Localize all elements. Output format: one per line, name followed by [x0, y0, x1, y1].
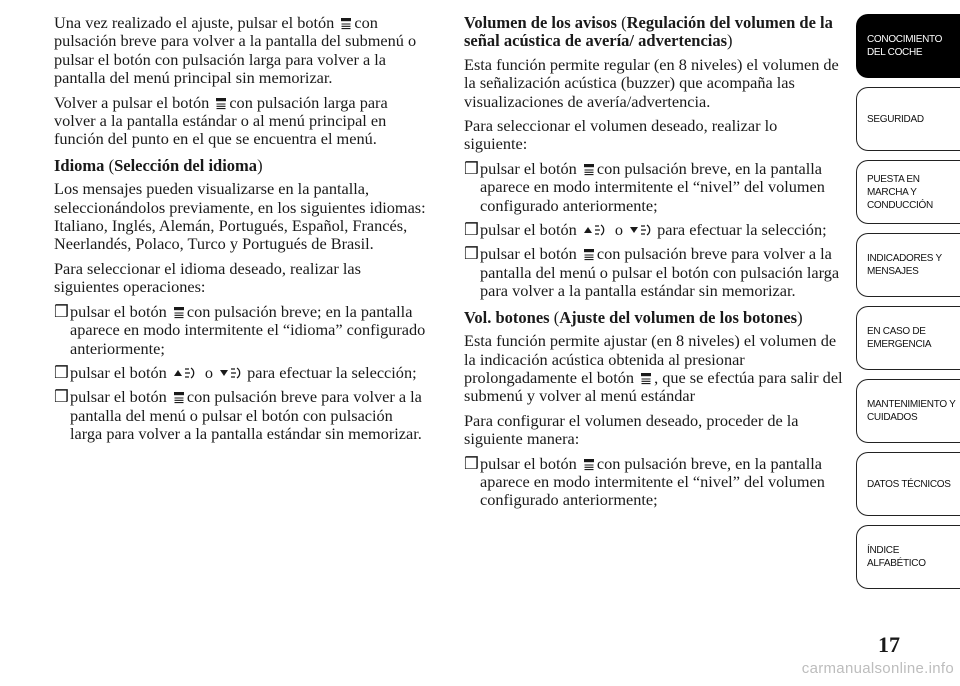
list-item: ❒ pulsar el botón con pulsación breve para volver a la pantalla del menú o pulsar el botón con pulsación larga para volver a la pantalla estándar sin memorizar. [464, 244, 840, 301]
list-item: ❒ pulsar el botón con pulsación breve, en la pantalla aparece en modo intermitente el “nivel” del volumen configurado anteriormente; [464, 158, 825, 215]
section-tabs [856, 14, 960, 598]
up-arrow-button-icon [583, 223, 609, 237]
page-number: 17 [878, 632, 900, 657]
list-item: ❒ pulsar el botón con pulsación breve; en la pantalla aparece en modo intermitente el “idioma” configurado anteriormente; [54, 301, 426, 358]
tab-seguridad[interactable]: SEGURIDAD [856, 87, 960, 151]
up-arrow-button-icon [173, 366, 199, 380]
tab-conocimiento-del-coche[interactable]: CONOCIMIENTO DEL COCHE [856, 14, 960, 78]
tab-indicadores-y-mensajes[interactable]: INDICADORES Y MENSAJES [856, 233, 960, 297]
list-item: ❒ pulsar el botón o para efectuar la selección; [54, 362, 417, 382]
heading-idioma: Idioma (Selección del idioma) [54, 155, 263, 175]
bullet-mark: ❒ [464, 244, 479, 264]
paragraph-after-adjustment: Una vez realizado el ajuste, pulsar el botón con pulsación breve para volver a la pantalla del submenú o pulsar el botón con pulsación larga para volver a la pantalla del menú principal sin memorizar. [54, 13, 417, 88]
down-arrow-button-icon [629, 223, 655, 237]
language-steps-list [54, 303, 426, 444]
button-volume-steps-list [464, 455, 844, 510]
right-column [464, 14, 844, 516]
tab-datos-tecnicos[interactable]: DATOS TÉCNICOS [856, 452, 960, 516]
bullet-mark: ❒ [464, 220, 479, 240]
down-arrow-button-icon [219, 366, 245, 380]
left-column [54, 14, 426, 450]
set-button-icon [340, 17, 352, 30]
paragraph-select-language: Para seleccionar el idioma deseado, realizar las siguientes operaciones: [54, 258, 361, 297]
set-button-icon [583, 248, 595, 261]
list-item: ❒ pulsar el botón con pulsación breve, en la pantalla aparece en modo intermitente el “nivel” del volumen configurado anteriormente; [464, 453, 825, 510]
list-item: ❒ pulsar el botón con pulsación breve para volver a la pantalla del menú o pulsar el botón con pulsación larga para volver a la pantalla estándar sin memorizar. [54, 387, 422, 444]
bullet-mark: ❒ [464, 453, 479, 473]
paragraph-languages: Los mensajes pueden visualizarse en la pantalla, seleccionándolos previamente, en los siguientes idiomas: Italiano, Inglés, Alemán, Portugués, Español, Francés, Neerlandés, Polaco, Turco y Portugués de Brasil. [54, 179, 426, 254]
set-button-icon [173, 391, 185, 404]
paragraph-button-volume-function: Esta función permite ajustar (en 8 niveles) el volumen de la indicación acústica obtenida al presionar prolongadamente el botón , que se efectúa para salir del submenú y volver al menú estándar [464, 331, 843, 406]
tab-puesta-en-marcha[interactable]: PUESTA EN MARCHA Y CONDUCCIÓN [856, 160, 960, 224]
set-button-icon [640, 372, 652, 385]
bullet-mark: ❒ [464, 158, 479, 178]
set-button-icon [173, 306, 185, 319]
tab-mantenimiento[interactable]: MANTENIMIENTO Y CUIDADOS [856, 379, 960, 443]
tab-en-caso-de-emergencia[interactable]: EN CASO DE EMERGENCIA [856, 306, 960, 370]
bullet-mark: ❒ [54, 301, 69, 321]
list-item: ❒ pulsar el botón o para efectuar la selección; [464, 220, 827, 240]
set-button-icon [583, 458, 595, 471]
watermark: carmanualsonline.info [801, 660, 954, 677]
heading-vol-botones: Vol. botones (Ajuste del volumen de los botones) [464, 307, 803, 327]
volume-steps-list [464, 160, 844, 301]
heading-volumen-avisos: Volumen de los avisos (Regulación del volumen de la señal acústica de avería/ advertencias) [464, 13, 833, 51]
set-button-icon [583, 163, 595, 176]
paragraph-select-volume: Para seleccionar el volumen deseado, realizar lo siguiente: [464, 116, 778, 154]
tab-indice-alfabetico[interactable]: ÍNDICE ALFABÉTICO [856, 525, 960, 589]
set-button-icon [215, 97, 227, 110]
bullet-mark: ❒ [54, 387, 69, 407]
bullet-mark: ❒ [54, 362, 69, 382]
paragraph-return: Volver a pulsar el botón con pulsación larga para volver a la pantalla estándar o al menú principal en función del punto en el que se encuentra el menú. [54, 92, 388, 149]
paragraph-configure-volume: Para configurar el volumen deseado, proceder de la siguiente manera: [464, 410, 799, 449]
paragraph-volume-function: Esta función permite regular (en 8 niveles) el volumen de la señalización acústica (buzzer) que acompaña las visualizaciones de avería/advertencia. [464, 54, 839, 111]
